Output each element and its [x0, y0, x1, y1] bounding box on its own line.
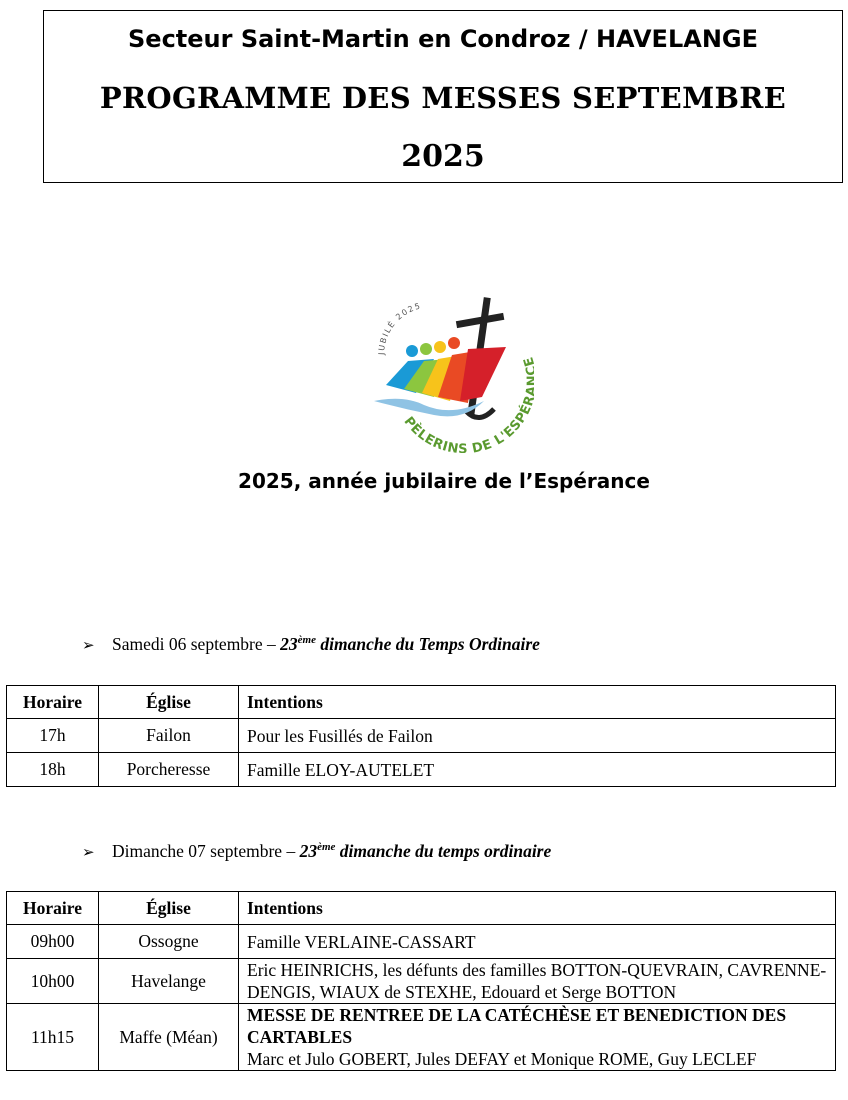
cell-time: 11h15 — [7, 1004, 99, 1071]
mass-table-saturday — [6, 685, 836, 787]
table-row — [7, 925, 836, 959]
table-row — [7, 959, 836, 1004]
arrow-bullet-icon: ➢ — [82, 845, 95, 861]
logo-arc-bottom: PÈLERINS DE L'ESPÉ — [400, 402, 534, 453]
day-date: Samedi 06 septembre – — [112, 634, 281, 654]
cell-intention: Famille ELOY-AUTELET — [239, 753, 836, 787]
cell-church: Havelange — [99, 959, 239, 1004]
cell-intention: Pour les Fusillés de Failon — [239, 719, 836, 753]
cell-church: Ossogne — [99, 925, 239, 959]
cell-intention — [239, 1004, 836, 1071]
cell-time: 09h00 — [7, 925, 99, 959]
day-ordinal-number: 23 — [299, 841, 318, 861]
day-date: Dimanche 07 septembre – — [112, 841, 300, 861]
table-row — [7, 753, 836, 787]
col-header-church: Église — [99, 686, 239, 719]
arrow-bullet-icon: ➢ — [82, 638, 95, 654]
table-row — [7, 1004, 836, 1071]
col-header-church: Église — [99, 892, 239, 925]
day-liturgy: dimanche du Temps Ordinaire — [315, 634, 540, 654]
table-header-row — [7, 892, 836, 925]
intention-headline: MESSE DE RENTREE DE LA CATÉCHÈSE ET BENEDICTION DES CARTABLES — [247, 1005, 787, 1047]
jubilee-caption: 2025, année jubilaire de l’Espérance — [238, 469, 650, 493]
table-header-row — [7, 686, 836, 719]
day-heading-sunday — [82, 841, 551, 862]
cell-church: Maffe (Méan) — [99, 1004, 239, 1071]
sector-title: Secteur Saint-Martin en Condroz / HAVELANGE — [128, 25, 758, 53]
cell-time: 17h — [7, 719, 99, 753]
programme-year: 2025 — [401, 139, 485, 174]
cell-church: Failon — [99, 719, 239, 753]
mass-table-sunday — [6, 891, 836, 1071]
logo-arc-top: JUBILÉ 2025 — [376, 301, 423, 356]
cell-intention: Eric HEINRICHS, les défunts des familles BOTTON-QUEVRAIN, CAVRENNE-DENGIS, WIAUX de STEXHE, Edouard et Serge BOTTON — [239, 959, 836, 1004]
day-liturgy: dimanche du temps ordinaire — [335, 841, 552, 861]
day-ordinal-suffix: ème — [317, 841, 336, 854]
cell-time: 18h — [7, 753, 99, 787]
day-ordinal-suffix: ème — [297, 634, 316, 647]
intention-text: Marc et Julo GOBERT, Jules DEFAY et Monique ROME, Guy LECLEF — [247, 1049, 757, 1069]
jubilee-logo — [364, 293, 534, 453]
col-header-time: Horaire — [7, 686, 99, 719]
header-box — [43, 10, 843, 183]
col-header-time: Horaire — [7, 892, 99, 925]
programme-title: PROGRAMME DES MESSES SEPTEMBRE — [99, 81, 787, 115]
table-row — [7, 719, 836, 753]
day-ordinal-number: 23 — [280, 634, 298, 654]
cell-time: 10h00 — [7, 959, 99, 1004]
day-heading-saturday — [82, 634, 540, 655]
col-header-intentions: Intentions — [239, 892, 836, 925]
col-header-intentions: Intentions — [239, 686, 836, 719]
cell-church: Porcheresse — [99, 753, 239, 787]
cell-intention: Famille VERLAINE-CASSART — [239, 925, 836, 959]
